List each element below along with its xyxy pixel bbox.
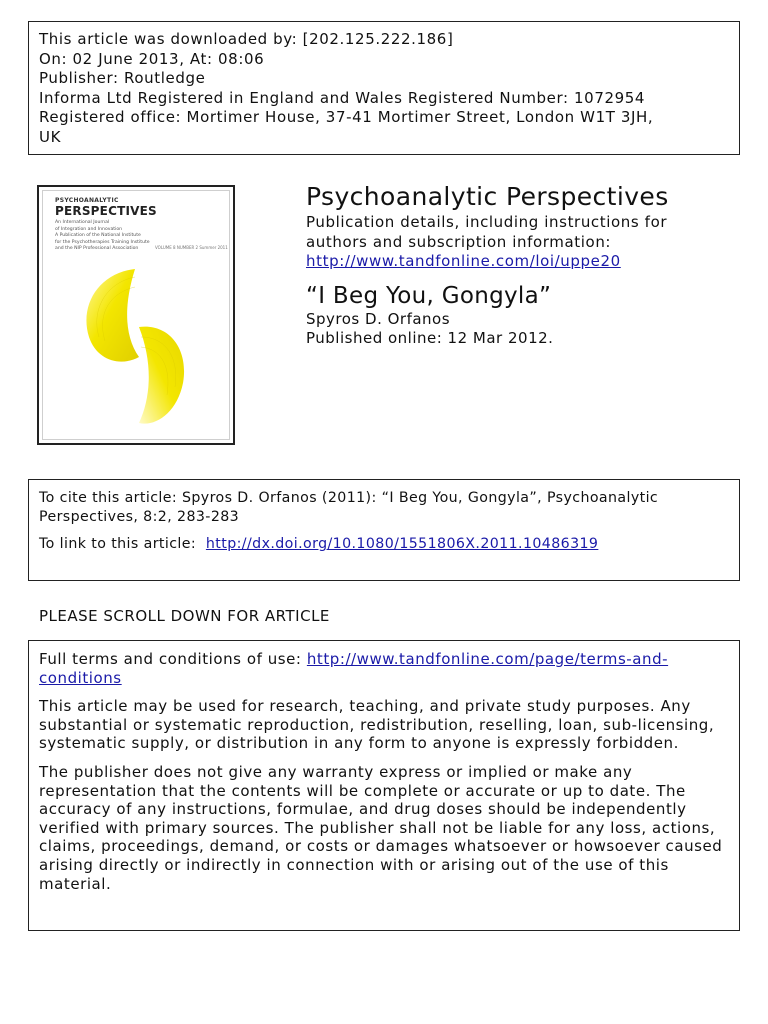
download-info-box [28,21,740,155]
download-line: This article was downloaded by: [202.125.222.186] [39,30,454,48]
cover-small-title: PSYCHOANALYTIC [55,197,119,204]
publication-details-line: Publication details, including instructions for [306,213,668,231]
journal-link[interactable]: http://www.tandfonline.com/loi/uppe20 [306,252,621,270]
terms-link[interactable]: http://www.tandfonline.com/page/terms-and-conditions [39,650,669,687]
download-line: Publisher: Routledge [39,69,206,87]
doi-link[interactable]: http://dx.doi.org/10.1080/1551806X.2011.10486319 [205,536,599,552]
cover-subtitle: An International Journal of Integration and Innovation A Publication of the National Institute for the Psychotherapies Training Institute and the NIP Professional Association [55,220,150,252]
scroll-notice: PLEASE SCROLL DOWN FOR ARTICLE [39,607,330,625]
article-title: “I Beg You, Gongyla” [306,282,552,309]
terms-paragraph-usage: This article may be used for research, teaching, and private study purposes. Any substantial or systematic reproduction, redistribution, reselling, loan, sub-licensing, systematic supply, or distribution in any form to anyone is expressly forbidden. [39,697,715,753]
link-label: To link to this article: [39,536,197,552]
download-line: On: 02 June 2013, At: 08:06 [39,49,265,68]
article-link-row [39,535,729,554]
citation-text [39,489,729,527]
download-line: Registered office: Mortimer House, 37-41 Mortimer Street, London W1T 3JH, [39,108,654,126]
published-date: Published online: 12 Mar 2012. [306,329,554,347]
terms-line [39,650,729,687]
article-author: Spyros D. Orfanos [306,309,451,328]
journal-cover-image [37,185,235,445]
journal-title: Psychoanalytic Perspectives [306,182,669,211]
publication-details-line: authors and subscription information: [306,232,612,251]
terms-label: Full terms and conditions of use: [39,650,302,668]
cover-volume-line: VOLUME 8 NUMBER 2 Summer 2011 [155,245,228,250]
download-line: Informa Ltd Registered in England and Wales Registered Number: 1072954 [39,88,646,107]
cite-reference: Spyros D. Orfanos (2011): “I Beg You, Gongyla”, Psychoanalytic Perspectives, 8:2, 283-283 [39,490,659,525]
cover-title: PERSPECTIVES [55,204,157,218]
terms-paragraph-disclaimer: The publisher does not give any warranty express or implied or make any representation that the contents will be complete or accurate or up to date. The accuracy of any instructions, formulae, and drug doses should be independently verified with primary sources. The publisher shall not be liable for any loss, actions, claims, proceedings, demand, or costs or damages whatsoever or howsoever caused arising directly or indirectly in connection with or arising out of the use of this material. [39,762,723,893]
download-line: UK [39,127,62,146]
terms-box [28,640,740,931]
cite-label: To cite this article: [39,490,178,506]
journal-info [306,182,746,349]
citation-box [28,479,740,581]
